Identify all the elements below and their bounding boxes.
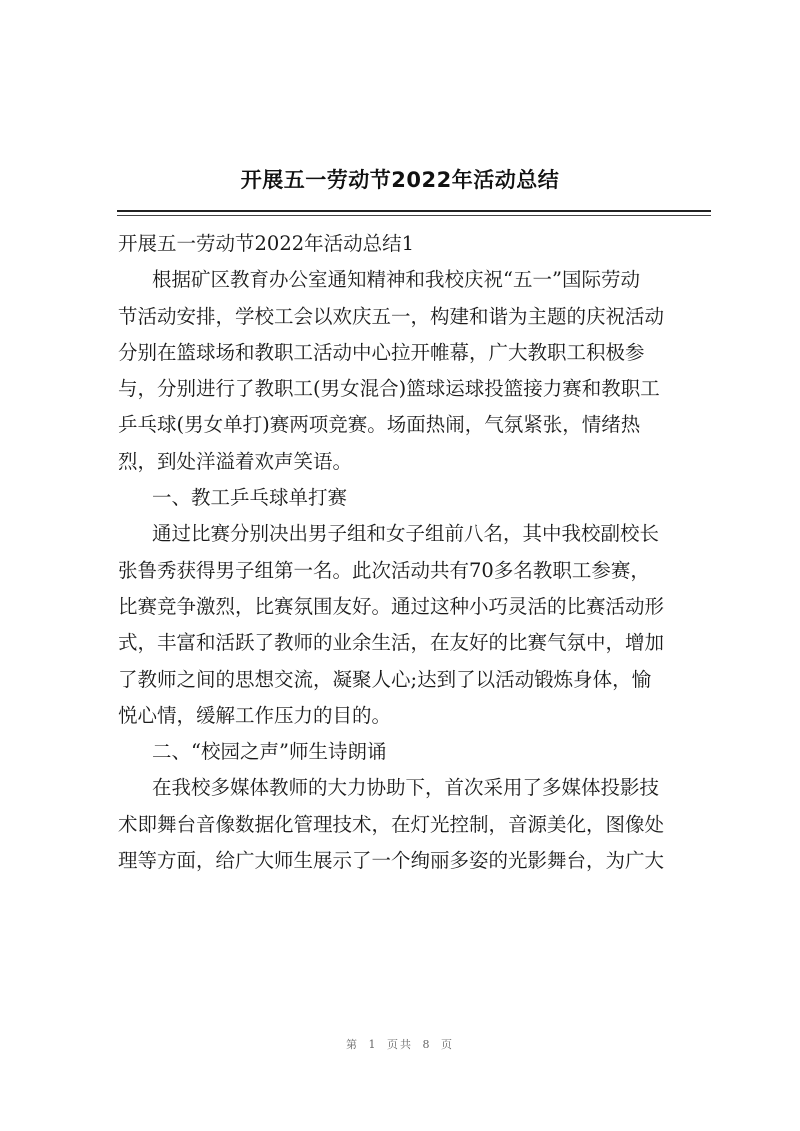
page-footer: 第 1 页共 8 页 (346, 1038, 454, 1051)
paragraph-line: 烈，到处洋溢着欢声笑语。 (118, 449, 353, 473)
paragraph-line: 分别在篮球场和教职工活动中心拉开帷幕，广大教职工积极参 (118, 340, 645, 364)
paragraph-line: 节活动安排，学校工会以欢庆五一，构建和谐为主题的庆祝活动 (118, 304, 665, 328)
paragraph-line: 通过比赛分别决出男子组和女子组前八名，其中我校副校长 (152, 522, 660, 546)
paragraph-line: 张鲁秀获得男子组第一名。此次活动共有70多名教职工参赛， (118, 558, 650, 582)
paragraph-line: 比赛竞争激烈，比赛氛围友好。通过这种小巧灵活的比赛活动形 (118, 594, 665, 618)
title-rule-thick (117, 210, 711, 212)
paragraph-line: 悦心情，缓解工作压力的目的。 (118, 703, 392, 727)
paragraph-line: 在我校多媒体教师的大力协助下，首次采用了多媒体投影技 (152, 776, 660, 800)
paragraph-line: 根据矿区教育办公室通知精神和我校庆祝“五一”国际劳动 (152, 268, 640, 292)
document-title: 开展五一劳动节2022年活动总结 (240, 168, 560, 192)
paragraph-line: 术即舞台音像数据化管理技术，在灯光控制，音源美化，图像处 (118, 812, 665, 836)
subsection-heading: 一、教工乒乓球单打赛 (152, 486, 348, 510)
subsection-heading: 二、“校园之声”师生诗朗诵 (152, 740, 387, 764)
title-rule-thin (117, 215, 711, 216)
paragraph-line: 了教师之间的思想交流，凝聚人心;达到了以活动锻炼身体，愉 (118, 667, 652, 691)
paragraph-line: 与，分别进行了教职工(男女混合)篮球运球投篮接力赛和教职工 (118, 377, 660, 401)
paragraph-line: 理等方面，给广大师生展示了一个绚丽多姿的光影舞台，为广大 (118, 849, 665, 873)
paragraph-line: 乒乓球(男女单打)赛两项竞赛。场面热闹，气氛紧张，情绪热 (118, 413, 641, 437)
document-body (118, 226, 712, 879)
section-heading: 开展五一劳动节2022年活动总结1 (118, 232, 415, 255)
paragraph-line: 式，丰富和活跃了教师的业余生活，在友好的比赛气氛中，增加 (118, 631, 665, 655)
